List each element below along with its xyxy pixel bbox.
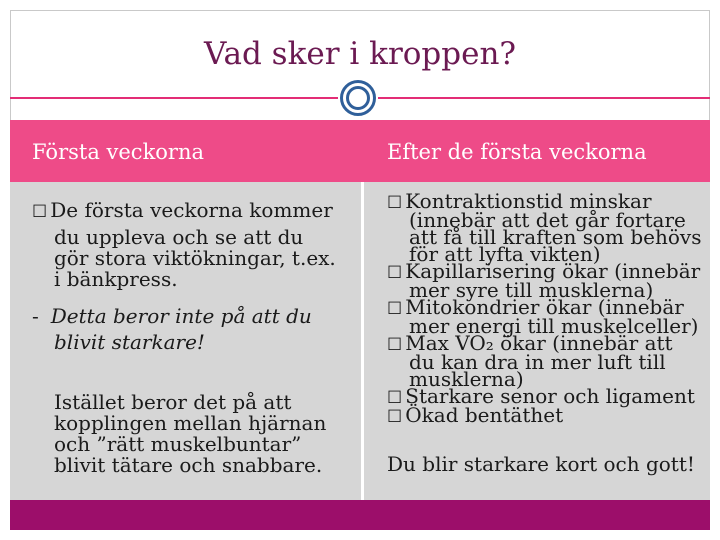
closing-statement: Du blir starkare kort och gott! (387, 452, 695, 476)
left-bullet-cont-line: i bänkpress. (54, 267, 178, 291)
right-list-line: ☐ Ökad bentäthet (387, 403, 564, 427)
left-paragraph-line: Istället beror det på att (54, 390, 292, 414)
left-bullet (32, 200, 333, 223)
right-list-line: ☐ Kapillarisering ökar (innebär (387, 259, 701, 283)
divider-left (10, 97, 338, 99)
left-dash-item (32, 306, 312, 327)
right-list-line: ☐ Starkare senor och ligament (387, 384, 695, 408)
right-list-line: mer syre till musklerna) (409, 278, 654, 302)
left-dash-line-2: blivit starkare! (54, 330, 205, 354)
bullet-box-icon: ☐ (387, 335, 403, 355)
bullet-box-icon: ☐ (387, 299, 403, 319)
right-list-line: ☐ Max VO₂ ökar (innebär att (387, 331, 673, 355)
header-left: Första veckorna (32, 140, 205, 164)
left-bullet-cont-line: du uppleva och se att du (54, 225, 304, 249)
right-list-line: ☐ Kontraktionstid minskar (387, 189, 652, 213)
right-list-line: att få till kraften som behövs (409, 225, 702, 249)
right-list-line: mer energi till muskelceller) (409, 314, 699, 338)
footer-bar (10, 500, 710, 530)
right-list-line: du kan dra in mer luft till (409, 350, 666, 374)
right-list-line: för att lyfta vikten) (409, 242, 601, 266)
bullet-box-icon: ☐ (387, 388, 403, 408)
left-paragraph (54, 392, 326, 476)
left-bullet-line: De första veckorna kommer (50, 198, 333, 222)
bullet-box-icon: ☐ (32, 202, 48, 222)
right-list-line: ☐ Mitokondrier ökar (innebär (387, 295, 684, 319)
dash-icon: - (32, 304, 39, 328)
left-bullet-cont (54, 227, 336, 290)
header-right: Efter de första veckorna (387, 140, 647, 164)
right-list-line: (innebär att det går fortare (409, 208, 686, 232)
bullet-box-icon: ☐ (387, 263, 403, 283)
left-paragraph-line: kopplingen mellan hjärnan (54, 411, 327, 435)
left-bullet-cont-line: gör stora viktökningar, t.ex. (54, 246, 336, 270)
right-list (387, 189, 702, 427)
left-paragraph-line: blivit tätare och snabbare. (54, 453, 323, 477)
circle-ornament-icon (340, 80, 376, 116)
bullet-box-icon: ☐ (387, 193, 403, 213)
left-paragraph-line: och ”rätt muskelbuntar” (54, 432, 302, 456)
right-list-line: musklerna) (409, 367, 524, 391)
divider-right (378, 97, 710, 99)
slide-title: Vad sker i kroppen? (203, 36, 517, 72)
left-dash-line: Detta beror inte på att du (50, 304, 312, 328)
bullet-box-icon: ☐ (387, 407, 403, 427)
